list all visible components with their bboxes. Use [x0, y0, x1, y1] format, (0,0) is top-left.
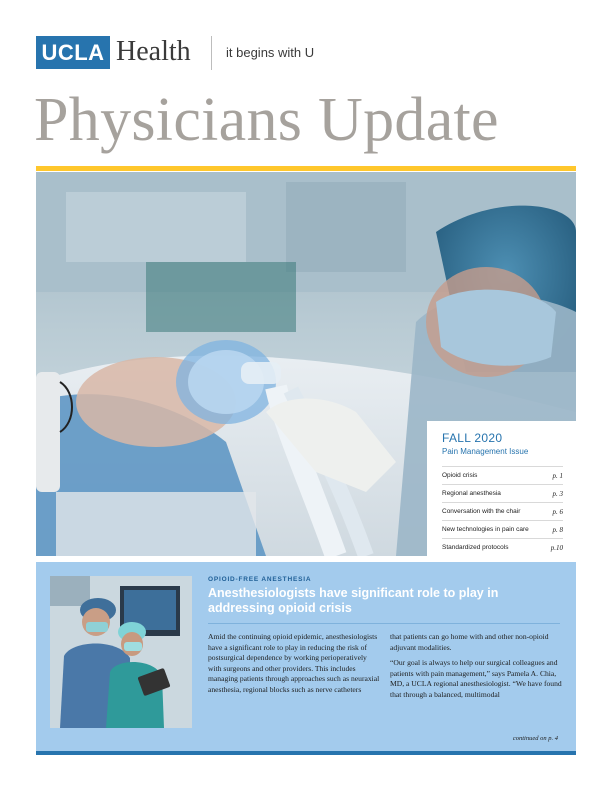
toc-item-title: Standardized protocols	[442, 544, 509, 551]
body-paragraph: that patients can go home with and other non-opioid adjuvant modalities.	[390, 632, 549, 652]
toc-item[interactable]	[442, 466, 563, 484]
toc-item-page: p. 3	[552, 489, 563, 498]
feature-column-2	[390, 632, 562, 706]
toc-issue: Pain Management Issue	[442, 447, 529, 456]
toc-item-page: p.10	[550, 543, 563, 552]
body-paragraph: Amid the continuing opioid epidemic, anesthesiologists have a significant role to play in reducing the risk of postsurgical dependence by working perioperatively with surgeons and other providers. This includes managing patients through approaches such as neuraxial anesthesia, regional blocks such as nerve catheters	[208, 632, 380, 694]
body-paragraph: “Our goal is always to help our surgical colleagues and patients with pain management,” says Pamela A. Chia, MD, a UCLA regional anesthesiologist. “We have found that through a balanced, multimodal	[390, 658, 562, 699]
toc-item[interactable]	[442, 484, 563, 502]
ucla-logo: UCLA	[36, 36, 110, 69]
toc-item-title: Conversation with the chair	[442, 508, 521, 515]
feature-kicker: OPIOID-FREE ANESTHESIA	[208, 576, 312, 583]
health-wordmark: Health	[116, 36, 191, 67]
toc-item[interactable]	[442, 502, 563, 520]
headline-rule	[208, 623, 560, 624]
toc-item[interactable]	[442, 520, 563, 538]
toc-item-title: Regional anesthesia	[442, 490, 501, 497]
feature-headline: Anesthesiologists have significant role to play in addressing opioid crisis	[208, 586, 499, 615]
feature-column-1	[208, 632, 380, 701]
toc-item-page: p. 1	[552, 471, 563, 480]
masthead-title: Physicians Update	[34, 86, 499, 154]
table-of-contents	[427, 421, 576, 556]
gold-rule	[36, 166, 576, 171]
logo-divider	[211, 36, 212, 70]
toc-item[interactable]	[442, 538, 563, 556]
toc-season: FALL 2020	[442, 431, 503, 445]
toc-item-title: Opioid crisis	[442, 472, 478, 479]
feature-band-rule	[36, 751, 576, 755]
continued-link[interactable]: continued on p. 4	[512, 735, 558, 742]
toc-item-title: New technologies in pain care	[442, 526, 529, 533]
toc-item-page: p. 6	[552, 507, 563, 516]
tagline: it begins with U	[226, 45, 315, 60]
toc-item-page: p. 8	[552, 525, 563, 534]
feature-photo	[50, 576, 192, 728]
